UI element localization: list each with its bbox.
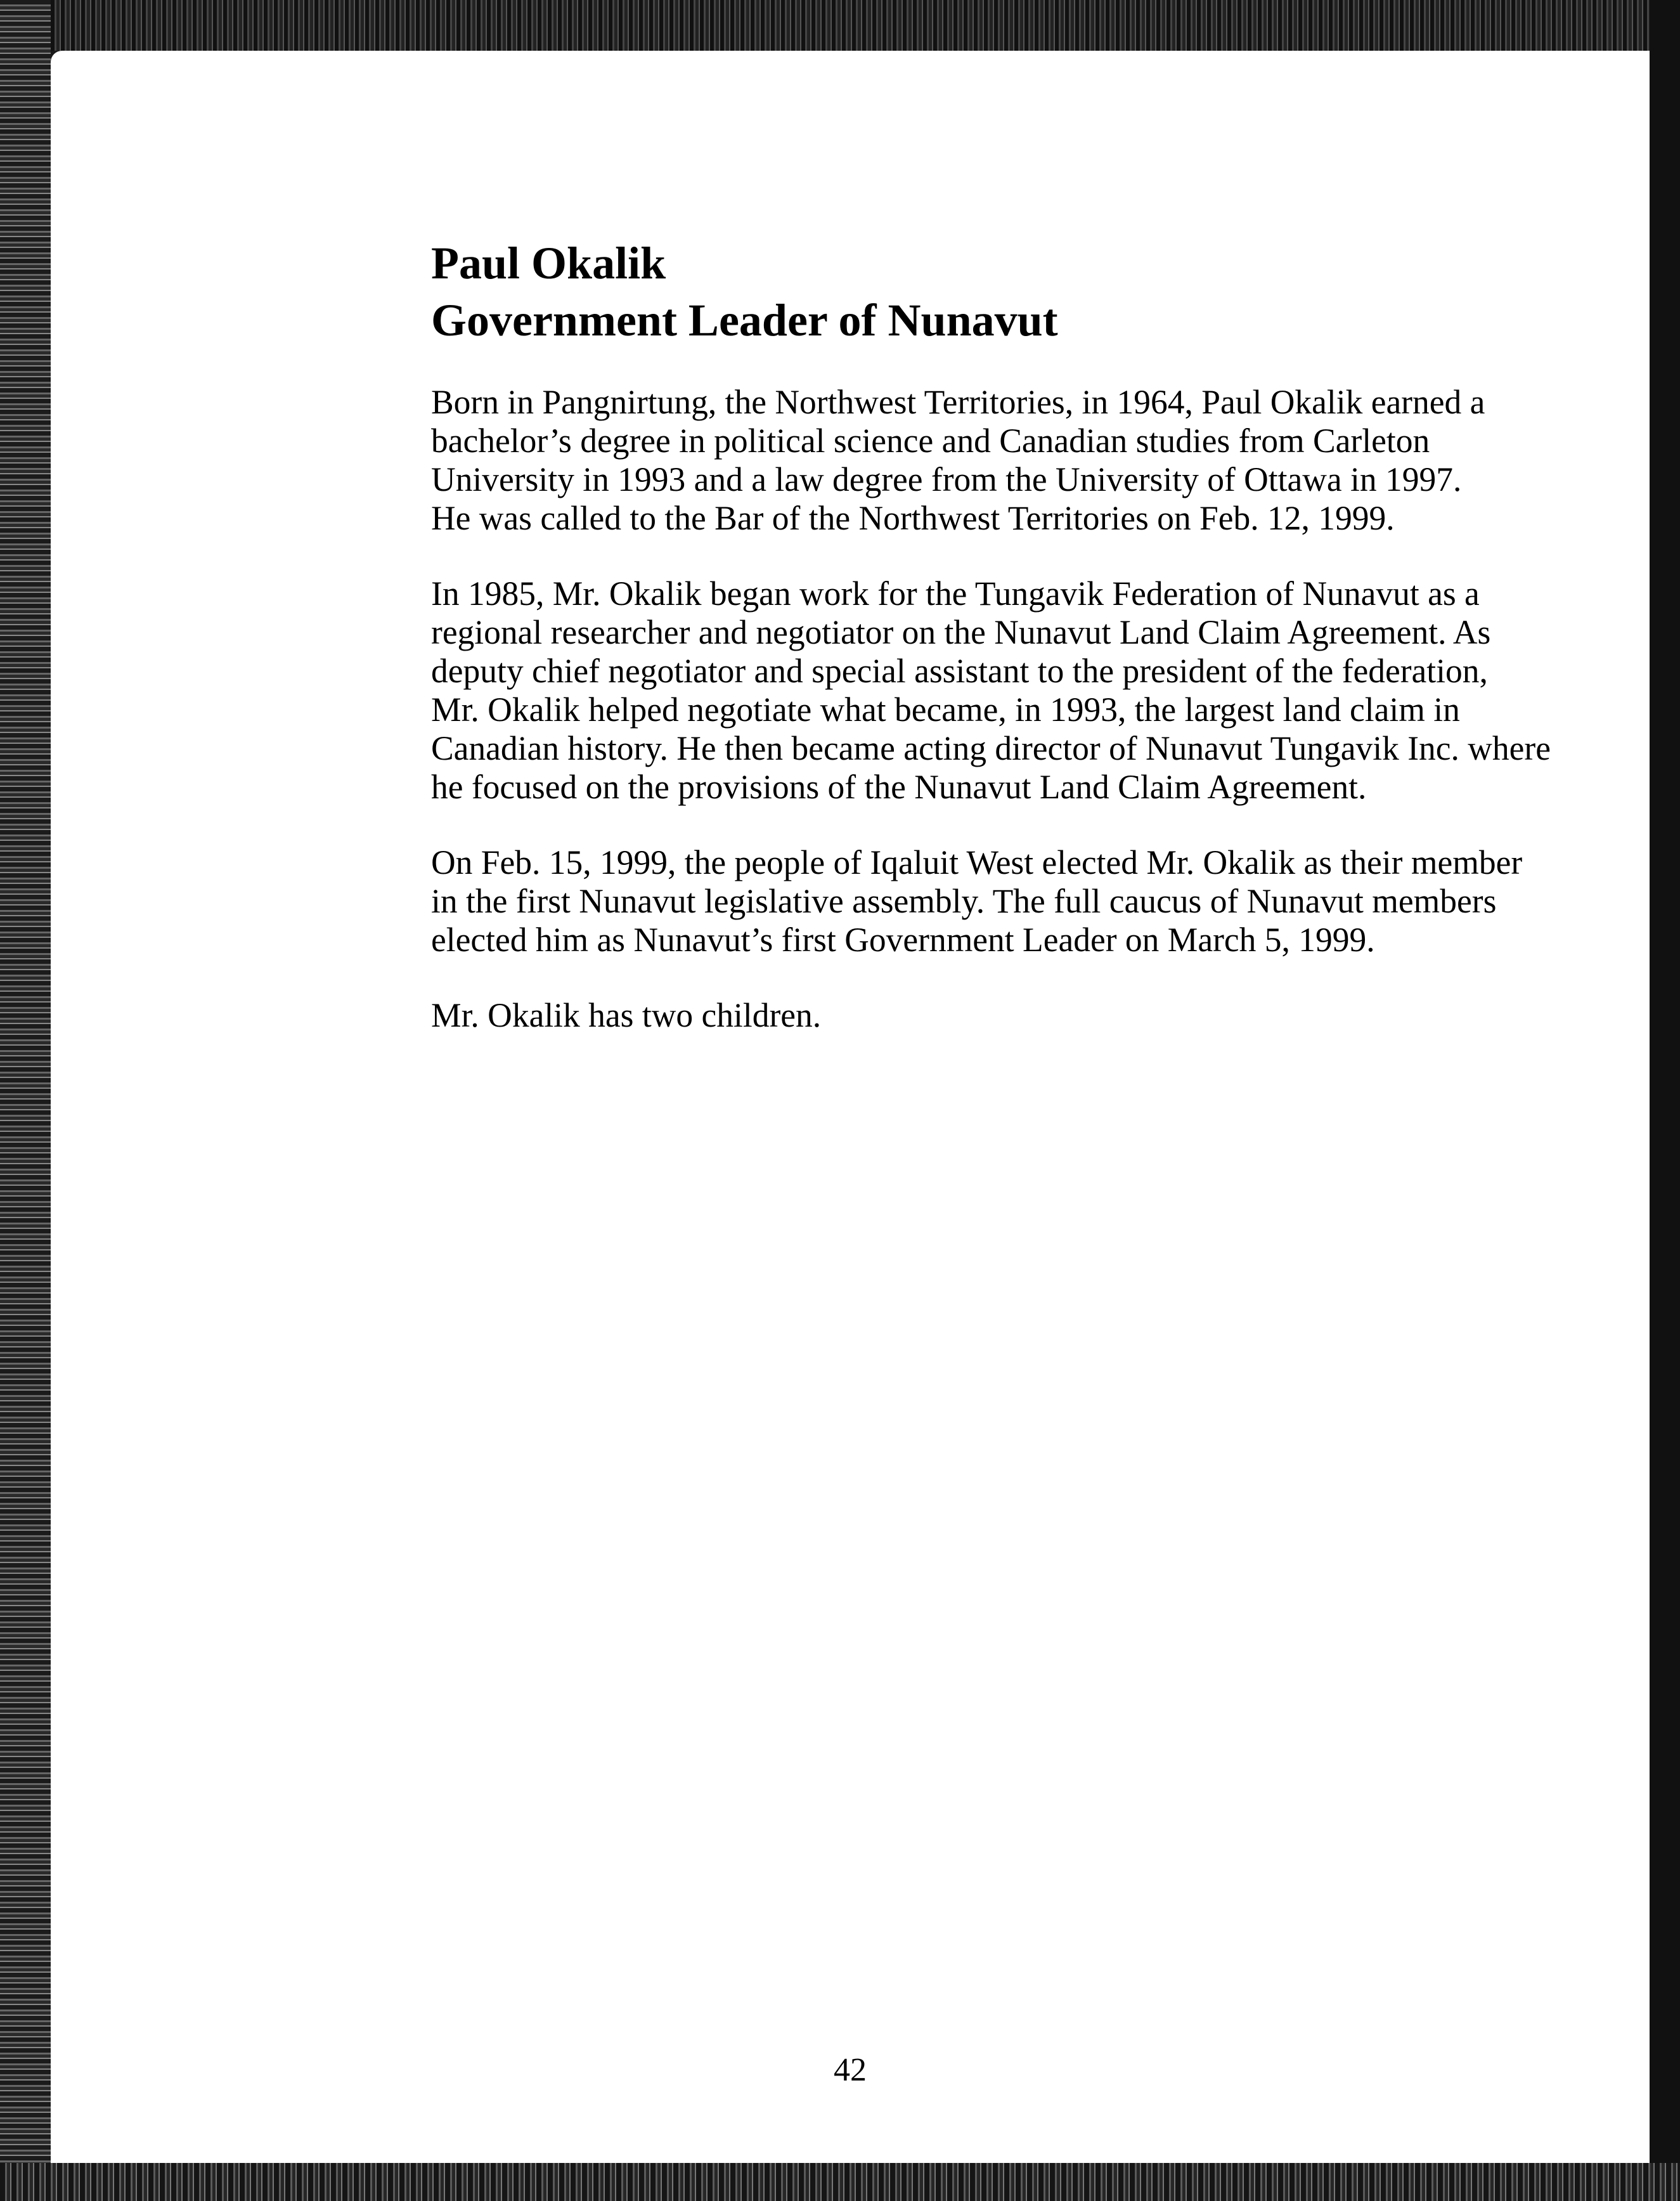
title-block bbox=[431, 235, 1566, 349]
paragraph-family: Mr. Okalik has two children. bbox=[431, 996, 822, 1034]
page-content bbox=[431, 235, 1566, 1035]
paragraph-election: On Feb. 15, 1999, the people of Iqaluit West elected Mr. Okalik as their member in the first Nunavut legislative assembly. The full caucus of Nunavut members elected him as Nunavut’s first Government Leader on March 5, 1999. bbox=[431, 843, 1523, 959]
document-page bbox=[51, 51, 1650, 2163]
paragraph-education: Born in Pangnirtung, the Northwest Territories, in 1964, Paul Okalik earned a bachelor’s degree in political science and Canadian studies from Carleton University in 1993 and a law degree from the University of Ottawa in 1997. He was called to the Bar of the Northwest Territories on Feb. 12, 1999. bbox=[431, 383, 1485, 537]
paragraph-career: In 1985, Mr. Okalik began work for the Tungavik Federation of Nunavut as a regional researcher and negotiator on the Nunavut Land Claim Agreement. As deputy chief negotiator and special assistant to the president of the federation, Mr. Okalik helped negotiate what became, in 1993, the largest land claim in Canadian history. He then became acting director of Nunavut Tungavik Inc. where he focused on the provisions of the Nunavut Land Claim Agreement. bbox=[431, 575, 1551, 806]
person-name: Paul Okalik bbox=[431, 238, 666, 289]
page-number: 42 bbox=[834, 2052, 867, 2088]
scan-border-right bbox=[1650, 0, 1680, 2201]
person-position: Government Leader of Nunavut bbox=[431, 295, 1058, 346]
scan-border-left bbox=[0, 0, 51, 2201]
scan-border-bottom bbox=[0, 2163, 1680, 2201]
scan-border-top bbox=[0, 0, 1680, 51]
